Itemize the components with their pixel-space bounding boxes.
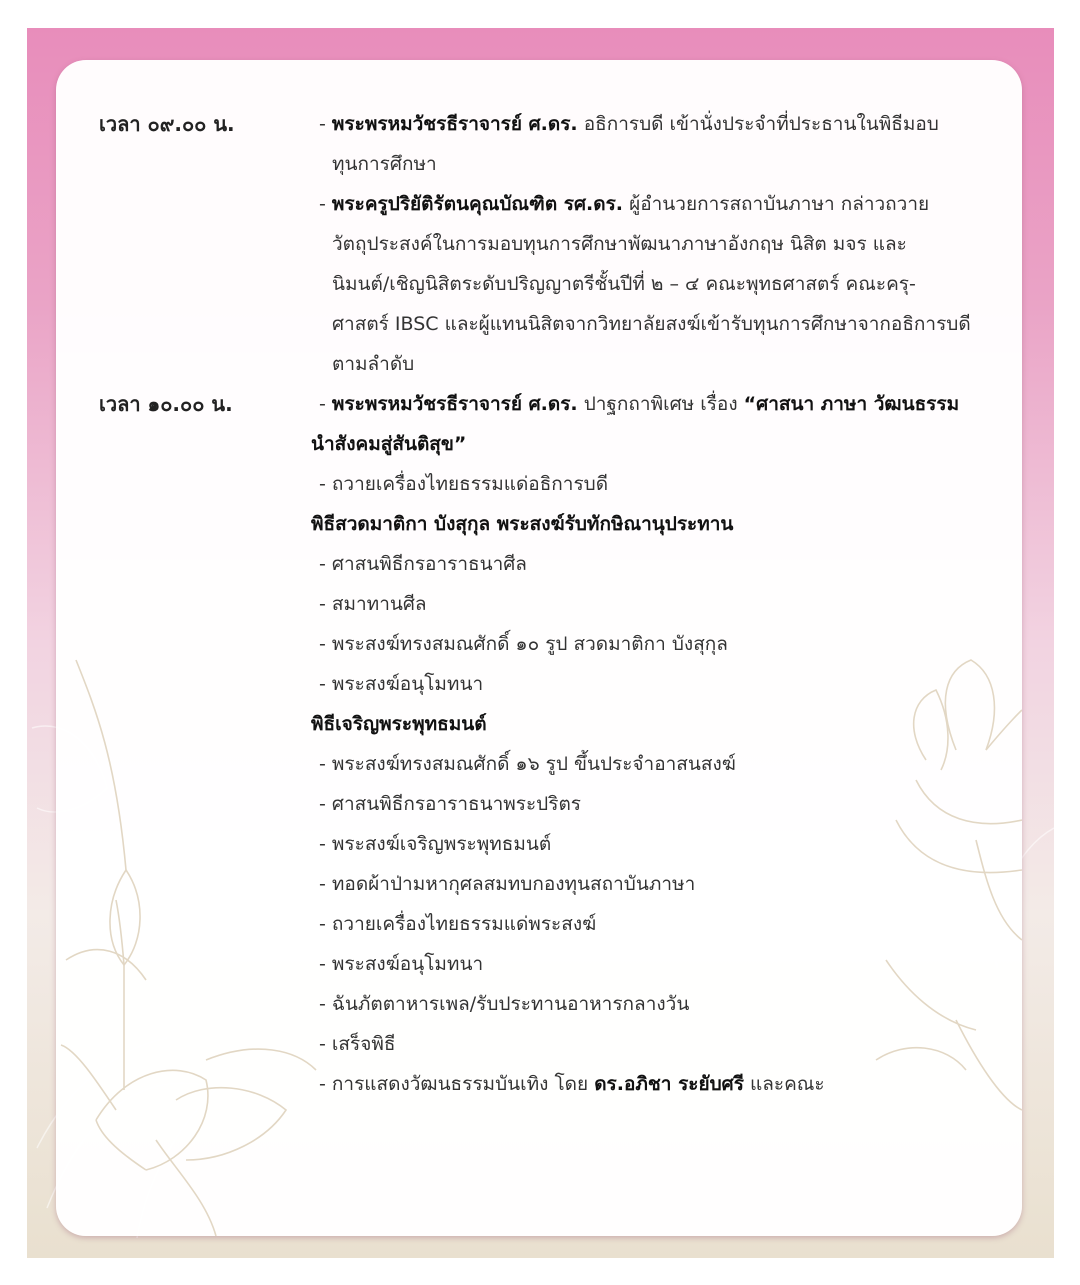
performer-name: ดร.อภิชา ระยับศรี (594, 1073, 744, 1095)
item-text: ผู้อำนวยการสถาบันภาษา กล่าวถวาย (623, 193, 930, 215)
list-item: - เสร็จพิธี (319, 1033, 396, 1055)
item-continuation: ตามลำดับ (332, 353, 415, 375)
item-text: และคณะ (743, 1073, 825, 1095)
agenda-item (319, 184, 929, 224)
list-item: - พระสงฆ์อนุโมทนา (319, 953, 484, 975)
agenda-item (319, 104, 939, 144)
agenda-item (319, 384, 959, 424)
lecture-topic: “ศาสนา ภาษา วัฒนธรรม (743, 393, 960, 415)
item-text: - การแสดงวัฒนธรรมบันเทิง โดย (319, 1073, 595, 1095)
item-continuation: วัตถุประสงค์ในการมอบทุนการศึกษาพัฒนาภาษาอังกฤษ นิสิต มจร และ (332, 233, 907, 255)
list-item (319, 1064, 825, 1104)
list-item: - สมาทานศีล (319, 593, 427, 615)
program-card (56, 60, 1022, 1236)
agenda-item: - ถวายเครื่องไทยธรรมแด่อธิการบดี (319, 473, 609, 495)
dash: - (319, 393, 332, 415)
person-name: พระครูปริยัติรัตนคุณบัณฑิต รศ.ดร. (331, 193, 624, 215)
list-item: - ถวายเครื่องไทยธรรมแด่พระสงฆ์ (319, 913, 597, 935)
list-item: - พระสงฆ์ทรงสมณศักดิ์ ๑๖ รูป ขึ้นประจำอาสนสงฆ์ (319, 753, 736, 775)
program-content (56, 60, 1022, 1236)
item-continuation: นิมนต์/เชิญนิสิตระดับปริญญาตรีชั้นปีที่ ๒ – ๔ คณะพุทธศาสตร์ คณะครุ- (332, 273, 916, 295)
person-name: พระพรหมวัชรธีราจารย์ ศ.ดร. (331, 393, 578, 415)
list-item: - พระสงฆ์ทรงสมณศักดิ์ ๑๐ รูป สวดมาติกา บังสุกุล (319, 633, 728, 655)
list-item: - ศาสนพิธีกรอาราธนาพระปริตร (319, 793, 581, 815)
person-name: พระพรหมวัชรธีราจารย์ ศ.ดร. (331, 113, 578, 135)
item-text: ปาฐกถาพิเศษ เรื่อง (577, 393, 744, 415)
item-text: อธิการบดี เข้านั่งประจำที่ประธานในพิธีมอบ (577, 113, 939, 135)
time-label: เวลา ๐๙.๐๐ น. (99, 112, 235, 136)
list-item: - พระสงฆ์อนุโมทนา (319, 673, 484, 695)
ceremony-heading: พิธีเจริญพระพุทธมนต์ (311, 713, 487, 735)
list-item: - ฉันภัตตาหารเพล/รับประทานอาหารกลางวัน (319, 993, 690, 1015)
ceremony-heading: พิธีสวดมาติกา บังสุกุล พระสงฆ์รับทักษิณานุประทาน (311, 513, 734, 535)
list-item: - ศาสนพิธีกรอาราธนาศีล (319, 553, 527, 575)
dash: - (319, 113, 332, 135)
item-continuation: ศาสตร์ IBSC และผู้แทนนิสิตจากวิทยาลัยสงฆ์เข้ารับทุนการศึกษาจากอธิการบดี (332, 313, 971, 335)
list-item: - ทอดผ้าป่ามหากุศลสมทบกองทุนสถาบันภาษา (319, 873, 696, 895)
item-continuation: ทุนการศึกษา (332, 153, 437, 175)
lecture-topic-continuation: นำสังคมสู่สันติสุข” (311, 433, 467, 455)
list-item: - พระสงฆ์เจริญพระพุทธมนต์ (319, 833, 552, 855)
time-label: เวลา ๑๐.๐๐ น. (99, 392, 233, 416)
dash: - (319, 193, 332, 215)
